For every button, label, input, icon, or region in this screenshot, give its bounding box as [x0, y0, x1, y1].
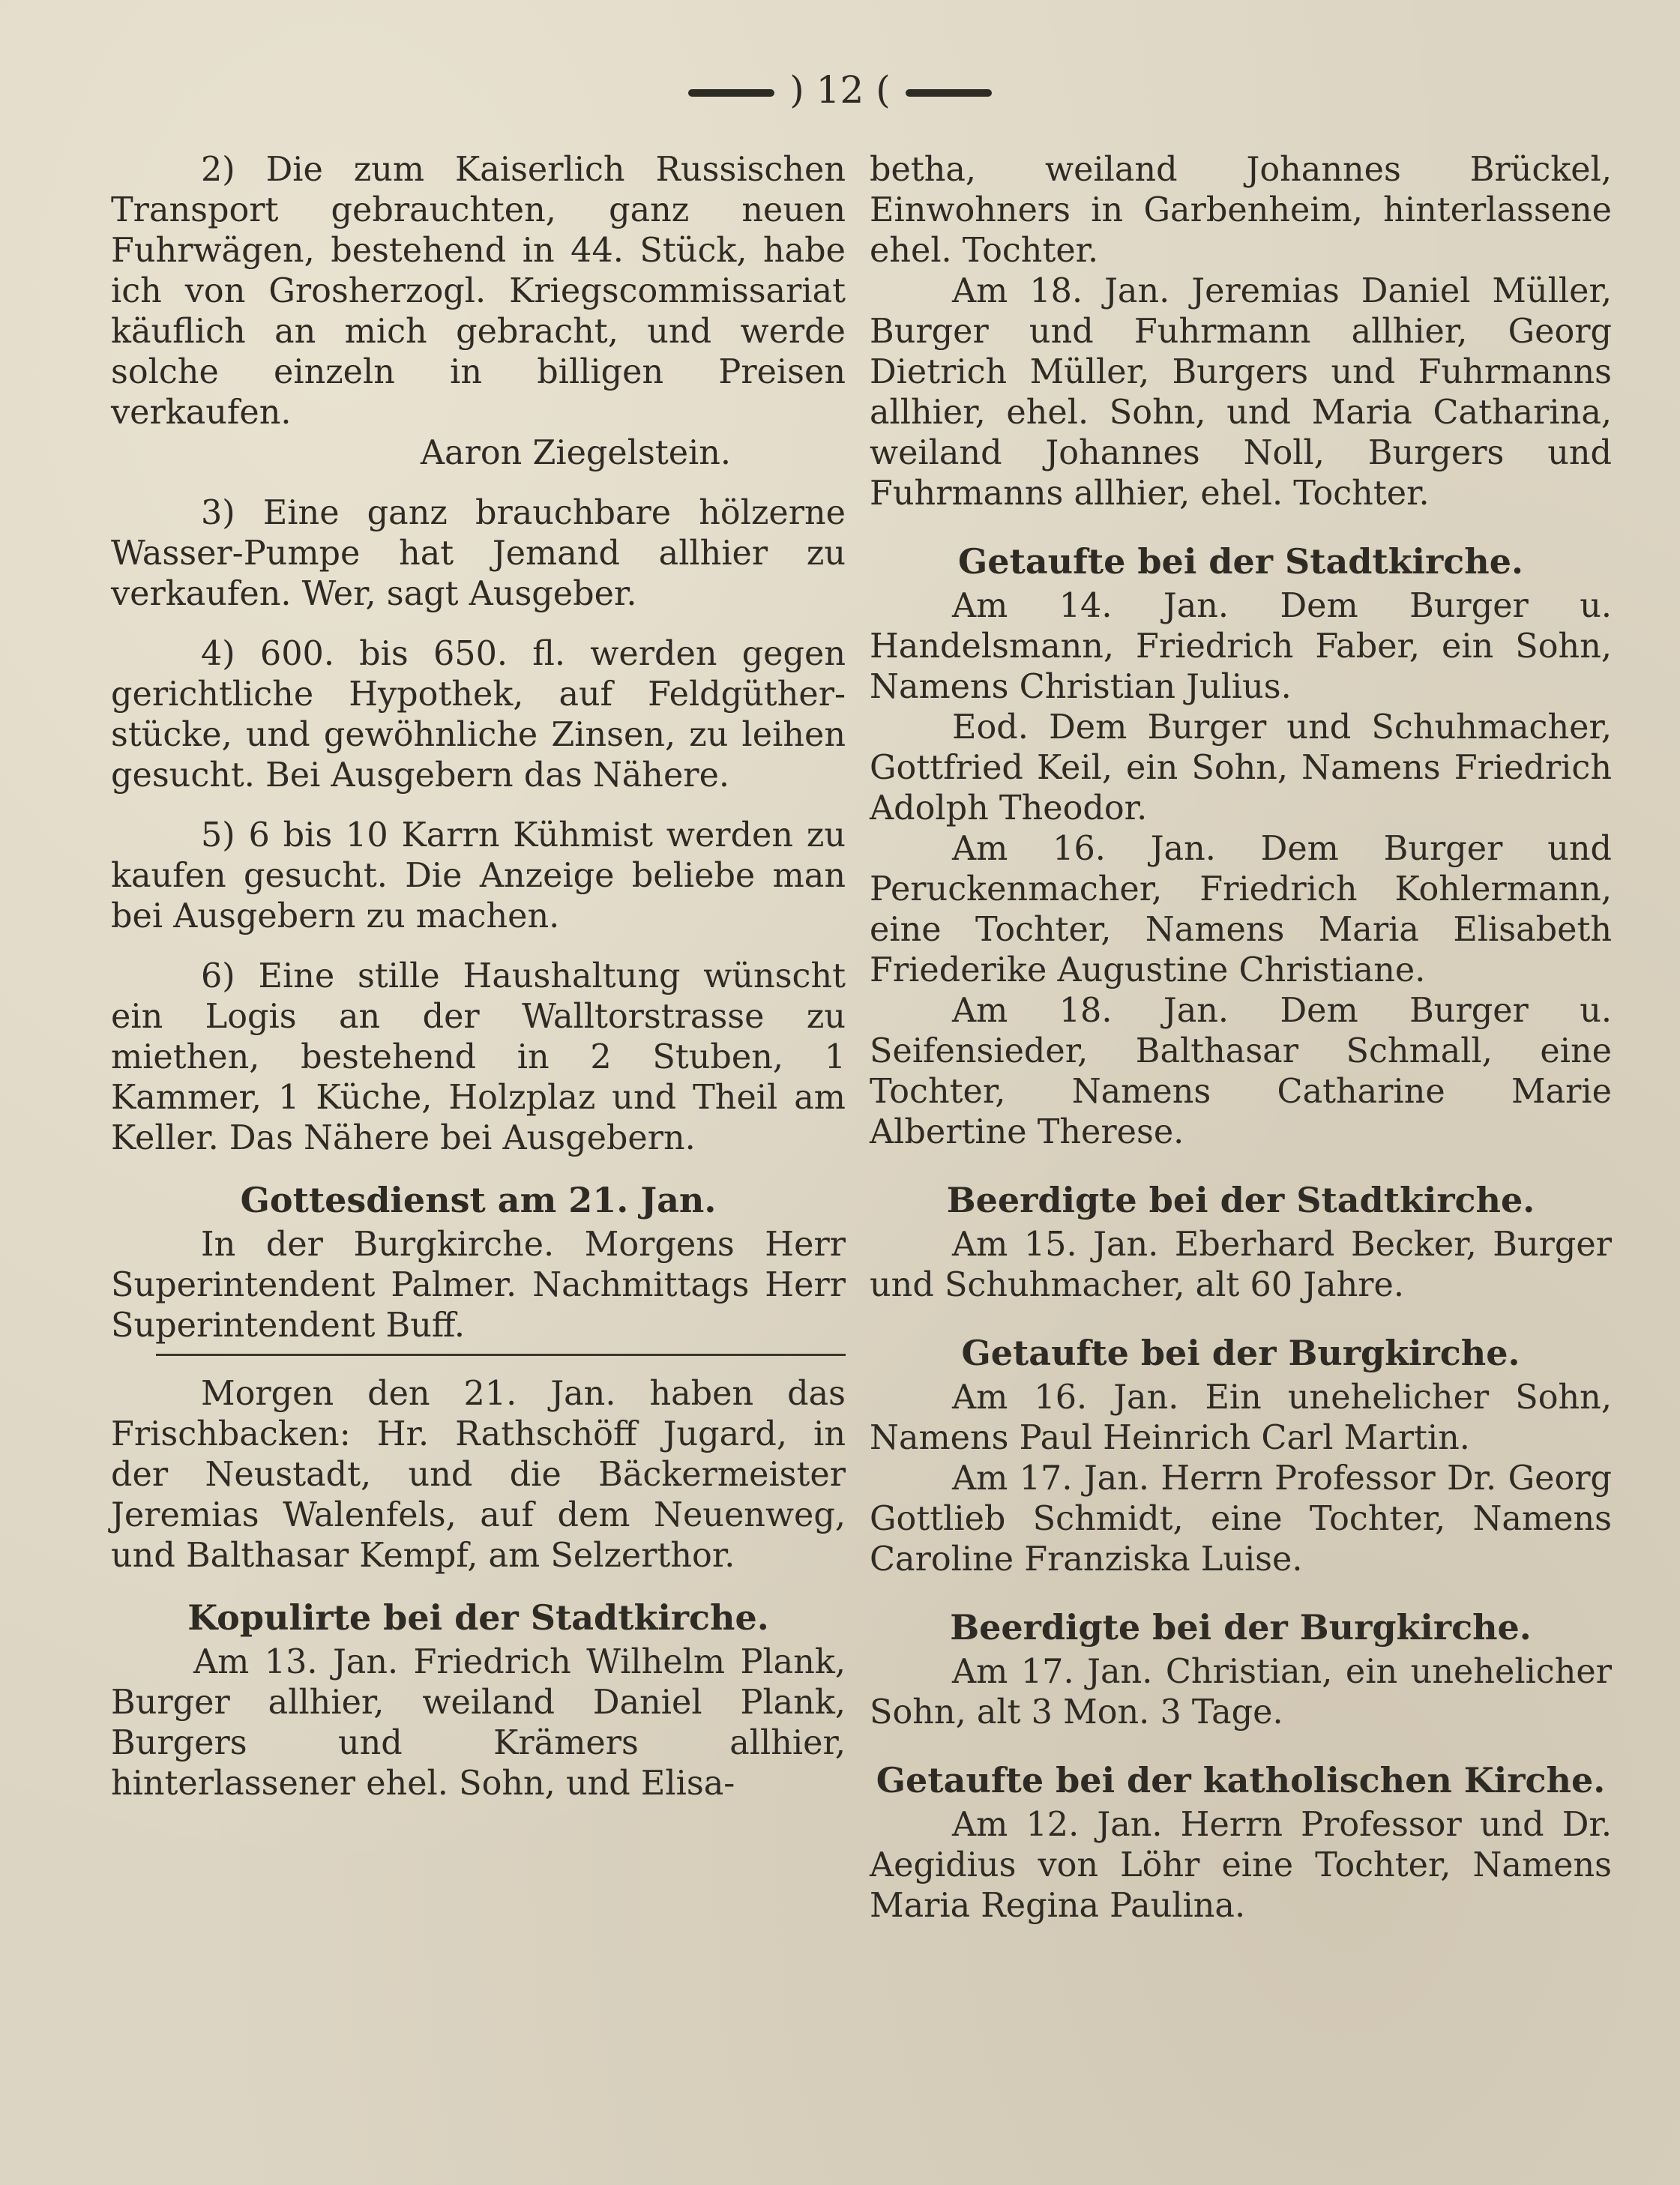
left-column	[111, 150, 846, 1804]
page-header	[0, 67, 1680, 112]
baptized-city-heading: Getaufte bei der Stadtkirche.	[958, 541, 1523, 582]
baptized-city-entry: Am 14. Jan. Dem Burger u. Handelsmann, Friedrich Faber, ein Sohn, Namens Christian Julius.	[870, 587, 1612, 706]
buried-castle-entry: Am 17. Jan. Christian, ein unehelicher Sohn, alt 3 Mon. 3 Tage.	[870, 1653, 1612, 1732]
baptized-catholic-entry: Am 12. Jan. Herrn Professor und Dr. Aegidius von Löhr eine Tochter, Namens Maria Regina Paulina.	[870, 1806, 1612, 1925]
service-text: In der Burgkirche. Morgens Herr Superintendent Palmer. Nachmittags Herr Superintendent Buff.	[111, 1226, 846, 1345]
header-ornament-left	[688, 89, 774, 97]
bakers-text: Morgen den 21. Jan. haben das Frischbacken: Hr. Rathschöff Jugard, in der Neustadt, und die Bäckermeister Jeremias Walenfels, auf dem Neuenweg, und Balthasar Kempf, am Selzerthor.	[111, 1375, 846, 1575]
buried-castle-heading: Beerdigte bei der Burgkirche.	[950, 1607, 1532, 1648]
notice-2-signature: Aaron Ziegelstein.	[420, 434, 732, 472]
page-number: ) 12 (	[789, 68, 891, 112]
right-column	[870, 150, 1612, 1926]
baptized-castle-entry: Am 16. Jan. Ein unehelicher Sohn, Namens Paul Heinrich Carl Martin.	[870, 1378, 1612, 1457]
header-ornament-right	[906, 89, 992, 97]
baptized-castle-entry: Am 17. Jan. Herrn Professor Dr. Georg Gottlieb Schmidt, eine Tochter, Namens Caroline Franziska Luise.	[870, 1459, 1612, 1579]
service-heading: Gottesdienst am 21. Jan.	[240, 1180, 717, 1220]
buried-city-entry: Am 15. Jan. Eberhard Becker, Burger und Schuhmacher, alt 60 Jahre.	[870, 1226, 1612, 1304]
married-entry-1: Am 13. Jan. Friedrich Wilhelm Plank, Burger allhier, weiland Daniel Plank, Burgers und Krämers allhier, hinterlassener ehel. Sohn, und Elisa-	[111, 1643, 846, 1803]
baptized-city-entry: Am 18. Jan. Dem Burger u. Seifensieder, Balthasar Schmall, eine Tochter, Namens Catharine Marie Albertine Therese.	[870, 992, 1612, 1151]
notice-5: 5) 6 bis 10 Karrn Kühmist werden zu kaufen gesucht. Die Anzeige beliebe man bei Ausgebern zu machen.	[111, 816, 846, 935]
notice-4: 4) 600. bis 650. fl. werden gegen gerichtliche Hypothek, auf Feldgüther-stücke, und gewöhnliche Zinsen, zu leihen gesucht. Bei Ausgebern das Nähere.	[111, 635, 846, 795]
notice-6: 6) Eine stille Haushaltung wünscht ein Logis an der Walltorstrasse zu miethen, bestehend in 2 Stuben, 1 Kammer, 1 Küche, Holzplaz und Theil am Keller. Das Nähere bei Ausgebern.	[111, 957, 846, 1157]
baptized-castle-heading: Getaufte bei der Burgkirche.	[961, 1333, 1520, 1373]
section-divider	[156, 1354, 846, 1356]
baptized-catholic-heading: Getaufte bei der katholischen Kirche.	[876, 1760, 1606, 1800]
baptized-city-entry: Eod. Dem Burger und Schuhmacher, Gottfried Keil, ein Sohn, Namens Friedrich Adolph Theodor.	[870, 708, 1612, 828]
notice-2: 2) Die zum Kaiserlich Russischen Transport gebrauchten, ganz neuen Fuhrwägen, bestehend in 44. Stück, habe ich von Grosherzogl. Kriegscommissariat käuflich an mich gebracht, und werde solche einzeln in billigen Preisen verkaufen.	[111, 151, 846, 432]
buried-city-heading: Beerdigte bei der Stadtkirche.	[946, 1180, 1535, 1220]
married-heading: Kopulirte bei der Stadtkirche.	[187, 1597, 769, 1638]
married-entry-1-continued: betha, weiland Johannes Brückel, Einwohners in Garbenheim, hinterlassene ehel. Tochter.	[870, 151, 1612, 270]
baptized-city-entry: Am 16. Jan. Dem Burger und Peruckenmacher, Friedrich Kohlermann, eine Tochter, Namens Maria Elisabeth Friederike Augustine Christiane.	[870, 830, 1612, 989]
notice-3: 3) Eine ganz brauchbare hölzerne Wasser-Pumpe hat Jemand allhier zu verkaufen. Wer, sagt Ausgeber.	[111, 494, 846, 613]
married-entry-2: Am 18. Jan. Jeremias Daniel Müller, Burger und Fuhrmann allhier, Georg Dietrich Müller, Burgers und Fuhrmanns allhier, ehel. Sohn, und Maria Catharina, weiland Johannes Noll, Burgers und Fuhrmanns allhier, ehel. Tochter.	[870, 272, 1612, 513]
